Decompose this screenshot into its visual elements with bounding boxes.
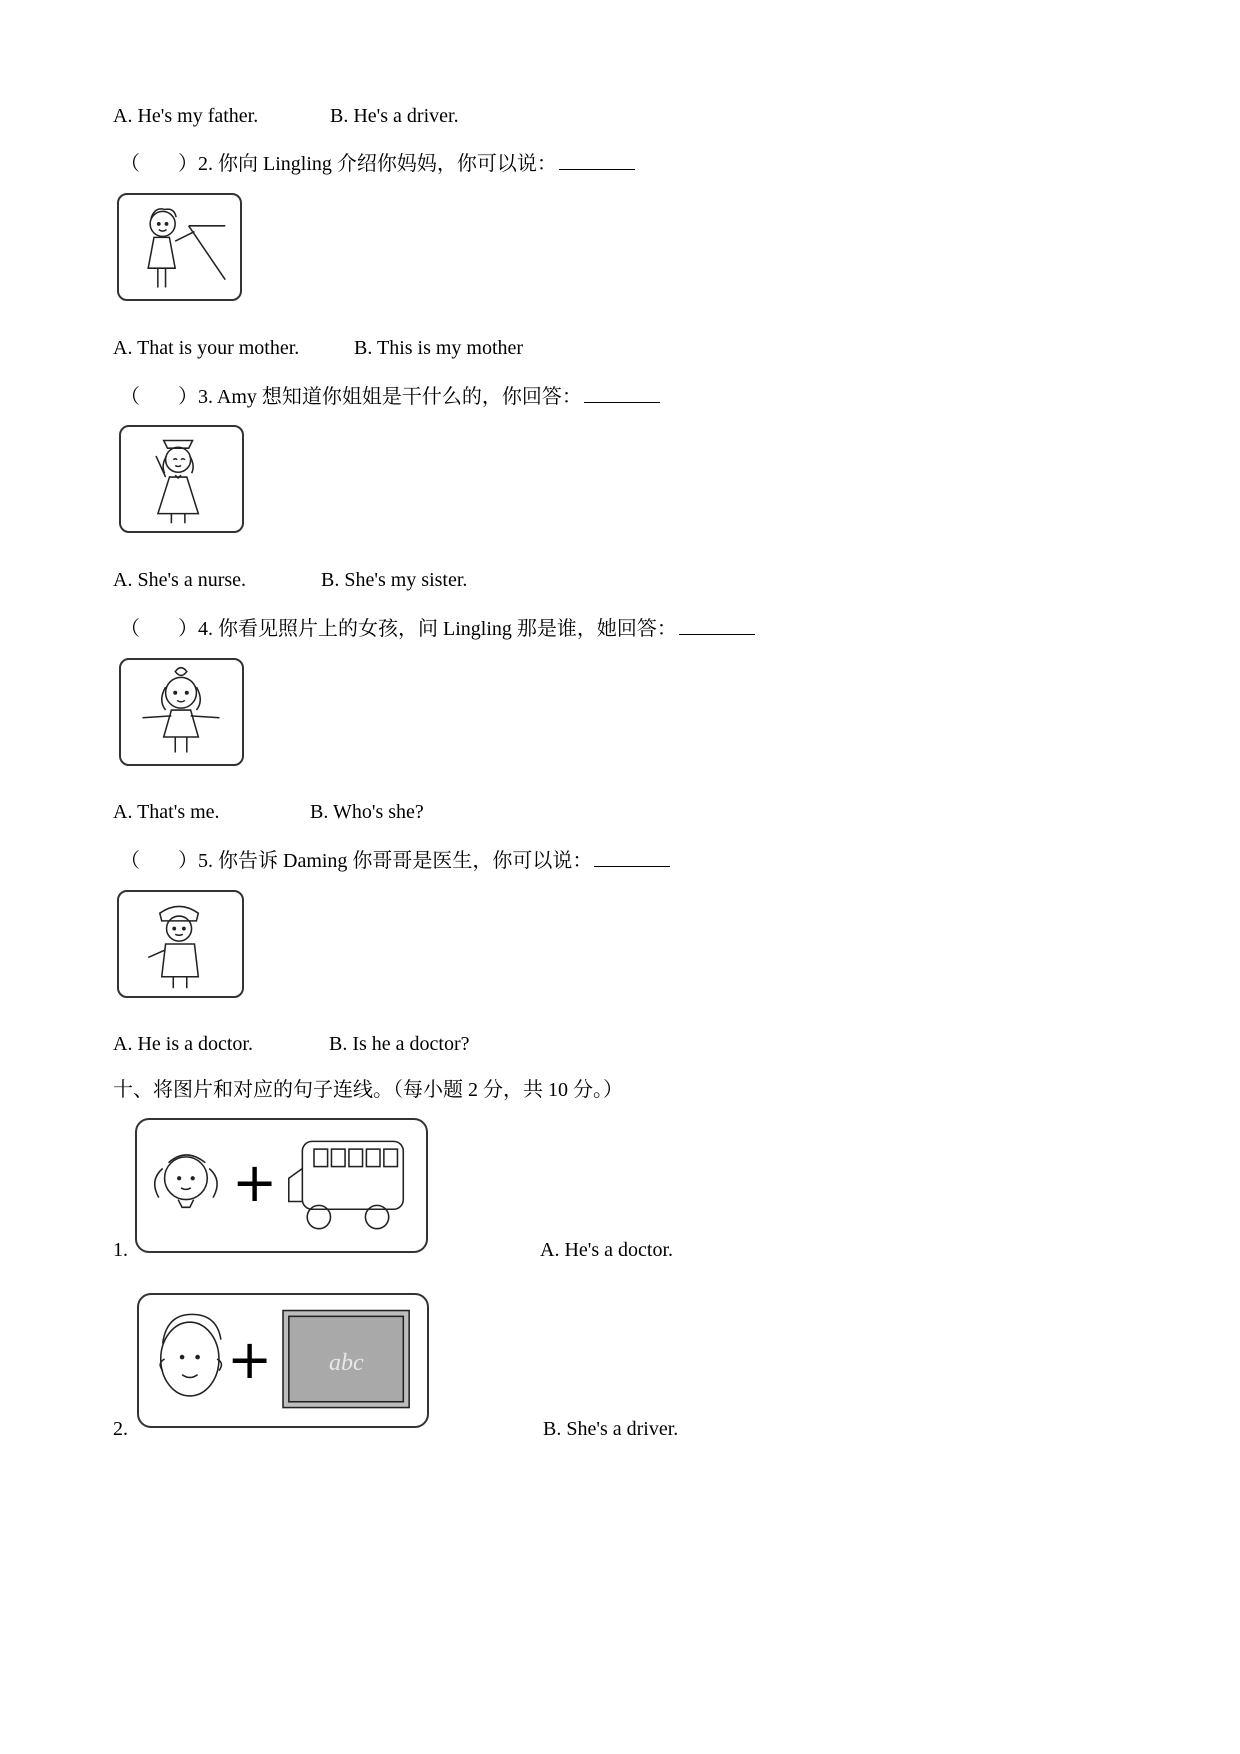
q2-option-b: B. This is my mother <box>354 337 524 359</box>
section-10-title: 十、将图片和对应的句子连线。（每小题 2 分，共 10 分。） <box>113 1079 623 1101</box>
q4-option-a: A. That's me. <box>113 801 220 823</box>
q4-prompt <box>120 616 755 639</box>
man-plus-blackboard-image[interactable] <box>137 1293 429 1428</box>
choice-a[interactable]: A. He's a doctor. <box>540 1239 674 1261</box>
q2-question: ）2. 你向 Lingling 介绍你妈妈，你可以说： <box>178 153 557 175</box>
q3-option-b: B. She's my sister. <box>321 569 468 591</box>
nurse-image <box>119 425 244 533</box>
q5-option-b: B. Is he a doctor? <box>329 1033 470 1055</box>
q1-option-b: B. He's a driver. <box>330 105 459 127</box>
answer-blank[interactable] <box>559 151 635 170</box>
item-2-number: 2. <box>113 1418 128 1440</box>
answer-paren[interactable]: （ <box>120 153 140 175</box>
answer-blank[interactable] <box>679 616 755 635</box>
plus-sign: + <box>227 1328 273 1391</box>
q5-question: ）5. 你告诉 Daming 你哥哥是医生，你可以说： <box>178 850 593 872</box>
mother-teacher-image <box>117 193 242 301</box>
choice-b[interactable]: B. She's a driver. <box>543 1418 679 1440</box>
answer-paren[interactable]: （ <box>120 386 140 408</box>
doctor-image <box>117 890 244 998</box>
q4-question: ）4. 你看见照片上的女孩，问 Lingling 那是谁，她回答： <box>178 618 677 640</box>
q3-question: ）3. Amy 想知道你姐姐是干什么的，你回答： <box>178 386 582 408</box>
q5-option-a: A. He is a doctor. <box>113 1033 253 1055</box>
q5-prompt <box>120 848 670 871</box>
q2-option-a: A. That is your mother. <box>113 337 300 359</box>
q2-prompt <box>120 151 635 174</box>
q3-prompt <box>120 384 660 407</box>
girl-image <box>119 658 244 766</box>
answer-paren[interactable]: （ <box>120 618 140 640</box>
q4-option-b: B. Who's she? <box>310 801 424 823</box>
woman-plus-bus-image[interactable] <box>135 1118 428 1253</box>
answer-blank[interactable] <box>594 848 670 867</box>
answer-blank[interactable] <box>584 384 660 403</box>
q3-option-a: A. She's a nurse. <box>113 569 247 591</box>
q1-option-a: A. He's my father. <box>113 105 259 127</box>
item-1-number: 1. <box>113 1239 128 1261</box>
plus-sign: + <box>232 1151 278 1214</box>
blackboard-text: abc <box>329 1350 364 1376</box>
answer-paren[interactable]: （ <box>120 850 140 872</box>
